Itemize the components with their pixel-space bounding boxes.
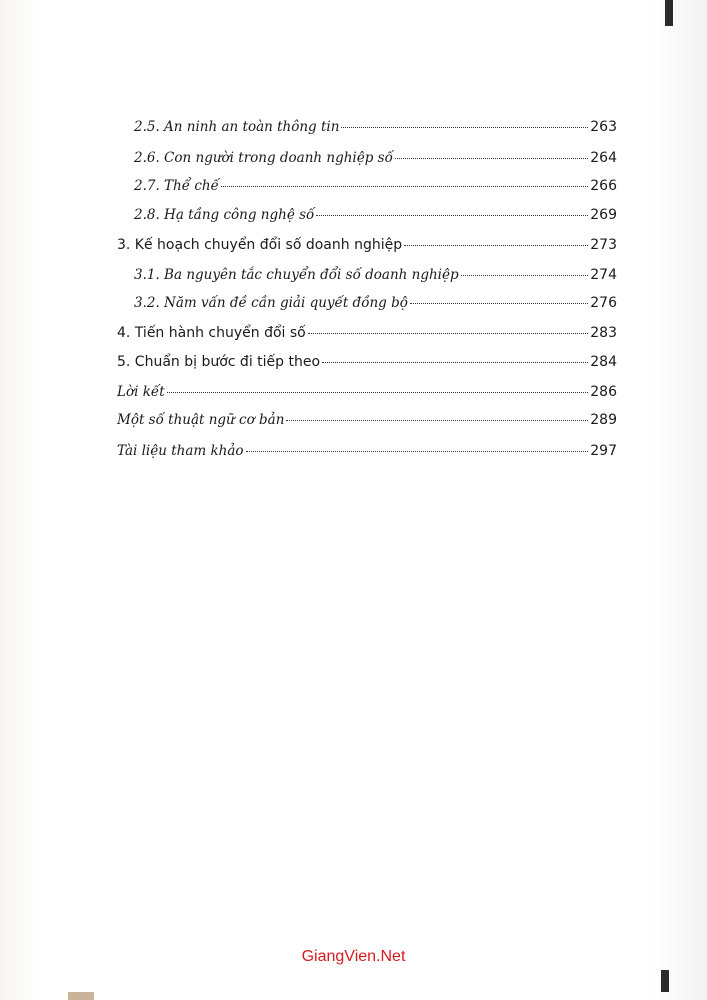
toc-leader-dots — [322, 362, 588, 363]
toc-entry-page: 283 — [590, 325, 617, 341]
toc-entry-page: 266 — [590, 178, 617, 194]
toc-entry-page: 286 — [590, 384, 617, 400]
page-edge-mark — [665, 0, 673, 26]
watermark-link[interactable]: GiangVien.Net — [301, 948, 406, 965]
toc-leader-dots — [404, 245, 588, 246]
toc-entry-title: Lời kết — [117, 384, 165, 400]
page-edge-mark — [661, 970, 669, 992]
toc-entry-title: 4. Tiến hành chuyển đổi số — [117, 325, 306, 341]
toc-entry[interactable] — [117, 384, 617, 400]
toc-entry[interactable] — [134, 295, 617, 311]
toc-entry-title: 3.2. Năm vấn đề cần giải quyết đồng bộ — [134, 295, 408, 311]
toc-entry-title: 2.8. Hạ tầng công nghệ số — [134, 207, 315, 223]
toc-entry-page: 297 — [590, 443, 617, 459]
toc-entry-title: 3. Kế hoạch chuyển đổi số doanh nghiệp — [117, 237, 403, 253]
toc-entry[interactable] — [134, 267, 617, 283]
toc-entry-page: 273 — [590, 237, 617, 253]
toc-entry[interactable] — [134, 207, 617, 223]
toc-entry[interactable] — [134, 178, 617, 194]
toc-entry-page: 263 — [590, 119, 617, 135]
page-edge-tab — [68, 992, 94, 1000]
toc-entry-page: 269 — [590, 207, 617, 223]
toc-leader-dots — [341, 127, 588, 128]
toc-entry[interactable] — [134, 119, 617, 135]
toc-entry[interactable] — [117, 325, 617, 341]
toc-entry-title: 2.7. Thể chế — [134, 178, 219, 194]
toc-entry-page: 284 — [590, 354, 617, 370]
toc-entry[interactable] — [117, 237, 617, 253]
toc-leader-dots — [246, 451, 589, 452]
toc-entry-title: 2.6. Con người trong doanh nghiệp số — [134, 150, 393, 166]
toc-entry-page: 289 — [590, 412, 617, 428]
toc-entry-title: 3.1. Ba nguyên tắc chuyển đổi số doanh nghiệp — [134, 267, 459, 283]
toc-entry[interactable] — [117, 412, 617, 428]
toc-entry[interactable] — [134, 150, 617, 166]
toc-leader-dots — [167, 392, 589, 393]
toc-entry-page: 274 — [590, 267, 617, 283]
toc-entry-page: 276 — [590, 295, 617, 311]
toc-entry-title: 5. Chuẩn bị bước đi tiếp theo — [117, 354, 321, 370]
toc-entry-page: 264 — [590, 150, 617, 166]
toc-leader-dots — [316, 215, 588, 216]
toc-leader-dots — [286, 420, 588, 421]
toc-leader-dots — [395, 158, 588, 159]
toc-entry-title: 2.5. An ninh an toàn thông tin — [134, 119, 340, 135]
toc-leader-dots — [308, 333, 589, 334]
toc-leader-dots — [410, 303, 588, 304]
toc-entry[interactable] — [117, 354, 617, 370]
toc-entry-title: Một số thuật ngữ cơ bản — [117, 412, 285, 428]
toc-entry-title: Tài liệu tham khảo — [117, 443, 244, 459]
toc-leader-dots — [221, 186, 588, 187]
toc-entry[interactable] — [117, 443, 617, 459]
toc-leader-dots — [461, 275, 589, 276]
